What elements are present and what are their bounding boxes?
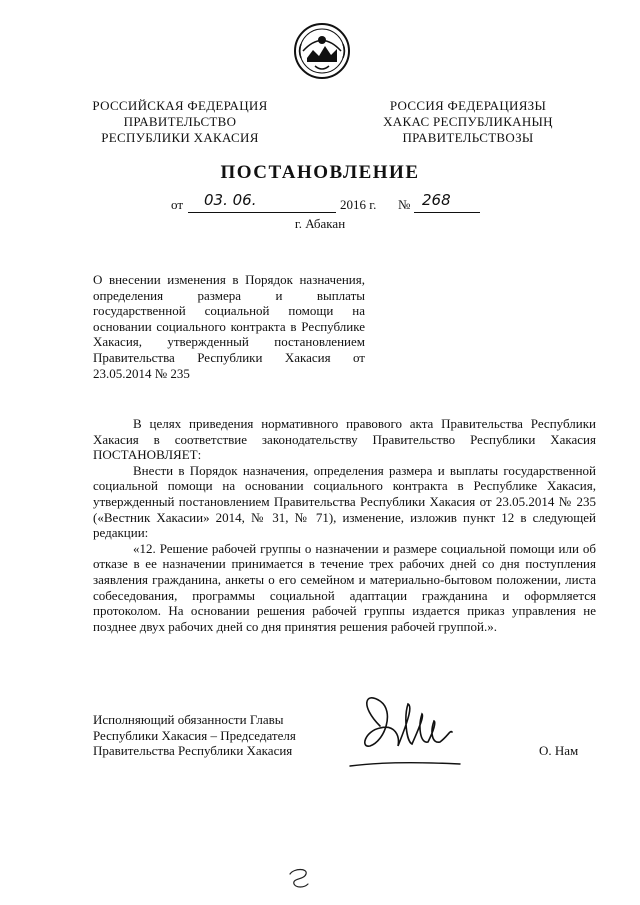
- header-left-line: ПРАВИТЕЛЬСТВО: [123, 114, 237, 129]
- number-handwritten: 268: [422, 191, 451, 209]
- date-from-label: от: [171, 197, 184, 212]
- signature-position-line: Правительства Республики Хакасия: [93, 743, 293, 759]
- number-underline: [414, 212, 480, 213]
- signer-name: О. Нам: [539, 743, 579, 758]
- document-type-title: ПОСТАНОВЛЕНИЕ: [220, 162, 420, 183]
- header-right-line: ХАКАС РЕСПУБЛИКАНЫҢ: [383, 114, 553, 129]
- header-right-line: РОССИЯ ФЕДЕРАЦИЯЗЫ: [389, 98, 547, 113]
- signature-position: [93, 712, 333, 759]
- header-right-line: ПРАВИТЕЛЬСТВОЗЫ: [402, 130, 534, 145]
- date-handwritten: 03. 06.: [204, 191, 257, 209]
- handwritten-mark: [284, 866, 314, 892]
- header-right: [368, 98, 568, 146]
- body-paragraph: В целях приведения нормативного правового акта Правительства Республики Хакасия в соответствие законодательству Правительство Республики Хакасия ПОСТАНОВЛЯЕТ:: [93, 416, 596, 463]
- handwritten-signature: [340, 686, 490, 772]
- signature-position-line: Исполняющий обязанности Главы: [93, 712, 284, 727]
- body-text: [93, 416, 596, 634]
- city-label: г. Абакан: [294, 216, 346, 231]
- subject-paragraph: О внесении изменения в Порядок назначения, определения размера и выплаты государственной социальной помощи на основании социального контракта в Республике Хакасия, утвержденный постановлением Правительства Республики Хакасия от 23.05.2014 № 235: [93, 272, 365, 381]
- number-label: №: [398, 197, 411, 212]
- body-paragraph: «12. Решение рабочей группы о назначении и размере социальной помощи или об отказе в ее назначении принимается в течение трех рабочих дней со дня поступления заявления гражданина, анкеты о его семейном и материально-бытовом положении, листа собеседования, программы социальной адаптации гражданина и оформляется протоколом. На основании решения рабочей группы издается приказ управления не позднее двух рабочих дней со дня принятия решения рабочей группой.».: [93, 540, 596, 634]
- header-left: [80, 98, 280, 146]
- body-paragraph: Внести в Порядок назначения, определения размера и выплаты государственной социальной помощи на основании социального контракта в Республике Хакасия, утвержденный постановлением Правительства Республики Хакасия от 23.05.2014 № 235 («Вестник Хакасии» 2014, № 31, № 71), изменение, изложив пункт 12 в следующей редакции:: [93, 462, 596, 541]
- header-left-line: РОССИЙСКАЯ ФЕДЕРАЦИЯ: [92, 98, 268, 113]
- date-underline: [188, 212, 336, 213]
- date-year: 2016 г.: [340, 197, 377, 212]
- coat-of-arms-emblem: [293, 22, 351, 80]
- header-left-line: РЕСПУБЛИКИ ХАКАСИЯ: [101, 130, 259, 145]
- signature-position-line: Республики Хакасия – Председателя: [93, 727, 296, 743]
